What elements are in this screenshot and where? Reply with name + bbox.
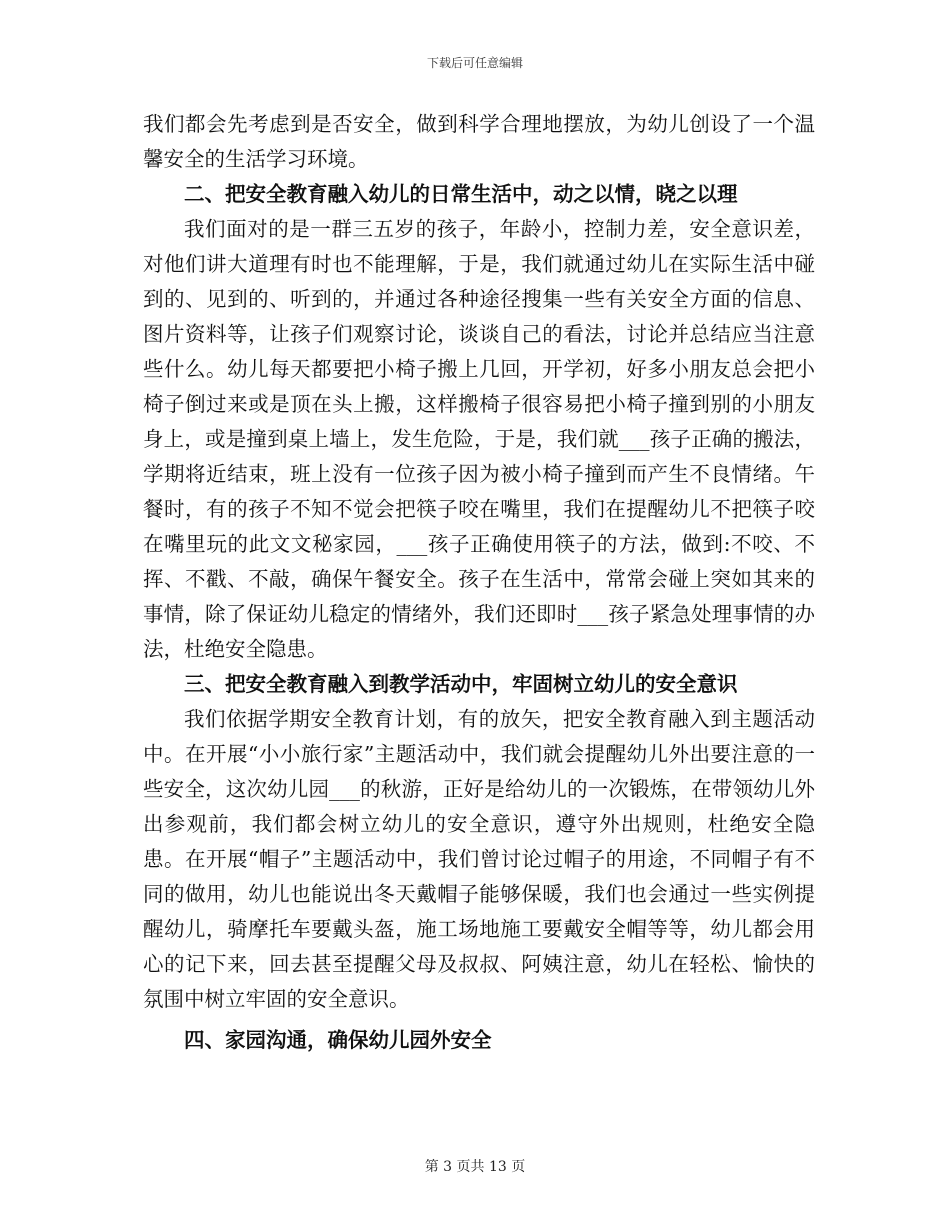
section-heading-4: 四、家园沟通，确保幼儿园外安全: [184, 1028, 492, 1052]
paragraph-teaching-activities: 我们依据学期安全教育计划，有的放矢，把安全教育融入到主题活动中。在开展“小小旅行家”主题活动中，我们就会提醒幼儿外出要注意的一些安全，这次幼儿园___的秋游，正好是给幼儿的一次锻炼，在带领幼儿外出参观前，我们都会树立幼儿的安全意识，遵守外出规则，杜绝安全隐患。在开展“帽子”主题活动中，我们曾讨论过帽子的用途，不同帽子有不同的做用，幼儿也能说出冬天戴帽子能够保暖，我们也会通过一些实例提醒幼儿，骑摩托车要戴头盔，施工场地施工要戴安全帽等等，幼儿都会用心的记下来，回去甚至提醒父母及叔叔、阿姨注意，幼儿在轻松、愉快的氛围中树立牢固的安全意识。: [143, 707, 815, 1011]
section-heading-2: 二、把安全教育融入幼儿的日常生活中，动之以情，晓之以理: [184, 182, 738, 206]
paragraph-daily-life: 我们面对的是一群三五岁的孩子，年龄小，控制力差，安全意识差，对他们讲大道理有时也不能理解，于是，我们就通过幼儿在实际生活中碰到的、见到的、听到的，并通过各种途径搜集一些有关安全方面的信息、图片资料等，让孩子们观察讨论，谈谈自己的看法，讨论并总结应当注意些什么。幼儿每天都要把小椅子搬上几回，开学初，好多小朋友总会把小椅子倒过来或是顶在头上搬，这样搬椅子很容易把小椅子撞到别的小朋友身上，或是撞到桌上墙上，发生危险，于是，我们就___孩子正确的搬法，学期将近结束，班上没有一位孩子因为被小椅子撞到而产生不良情绪。午餐时，有的孩子不知不觉会把筷子咬在嘴里，我们在提醒幼儿不把筷子咬在嘴里玩的此文文秘家园，___孩子正确使用筷子的方法，做到:不咬、不挥、不戳、不敲，确保午餐安全。孩子在生活中，常常会碰上突如其来的事情，除了保证幼儿稳定的情绪外，我们还即时___孩子紧急处理事情的办法，杜绝安全隐患。: [143, 217, 815, 661]
page-footer: 第 3 页共 13 页: [424, 1159, 526, 1175]
paragraph-continuation: 我们都会先考虑到是否安全，做到科学合理地摆放，为幼儿创设了一个温馨安全的生活学习环境。: [143, 112, 815, 171]
section-heading-3: 三、把安全教育融入到教学活动中，牢固树立幼儿的安全意识: [184, 672, 738, 696]
page-header: 下载后可任意编辑: [426, 56, 523, 70]
document-body: [143, 107, 815, 1058]
